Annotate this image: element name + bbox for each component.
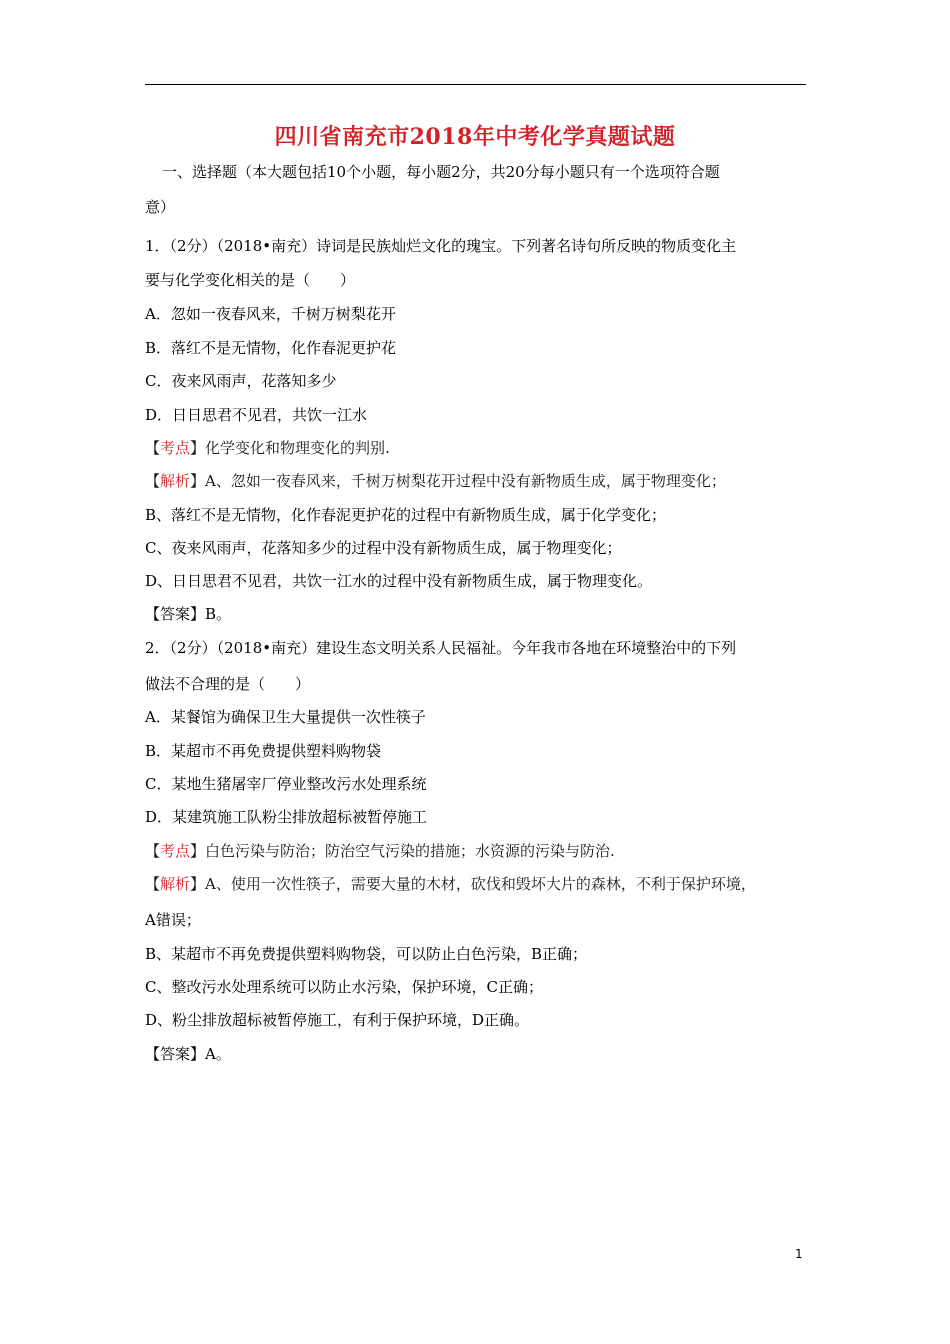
question-2-jiexi-c: C、整改污水处理系统可以防止水污染，保护环境，C正确； (145, 978, 543, 996)
question-1-kaodian: 【考点】化学变化和物理变化的判别. (145, 439, 390, 457)
question-2-answer: 【答案】A。 (145, 1045, 231, 1063)
question-1-option-a: A．忽如一夜春风来，千树万树梨花开 (145, 305, 396, 323)
question-1-option-d: D．日日思君不见君，共饮一江水 (145, 406, 368, 424)
question-1-option-b: B．落红不是无情物，化作春泥更护花 (145, 339, 397, 357)
question-1-jiexi-d: D、日日思君不见君，共饮一江水的过程中没有新物质生成，属于物理变化。 (145, 572, 653, 590)
kaodian-label: 考点 (160, 842, 191, 860)
question-1-jiexi-b: B、落红不是无情物，化作春泥更护花的过程中有新物质生成，属于化学变化； (145, 506, 667, 524)
question-2-option-c: C．某地生猪屠宰厂停业整改污水处理系统 (145, 775, 427, 793)
question-2-kaodian: 【考点】白色污染与防治；防治空气污染的措施；水资源的污染与防治. (145, 842, 615, 860)
section-header: 一、选择题（本大题包括10个小题，每小题2分，共20分每小题只有一个选项符合题 (162, 163, 720, 181)
question-2-jiexi-a-cont: A错误； (145, 911, 201, 929)
question-2-jiexi: 【解析】A、使用一次性筷子，需要大量的木材，砍伐和毁坏大片的森林，不利于保护环境， (145, 875, 756, 893)
question-2-option-d: D．某建筑施工队粉尘排放超标被暂停施工 (145, 808, 428, 826)
document-title: 四川省南充市2018年中考化学真题试题 (274, 124, 676, 150)
page-number: 1 (795, 1247, 803, 1261)
question-2-stem: 2．（2分）（2018•南充）建设生态文明关系人民福祉。今年我市各地在环境整治中的下列 (145, 639, 737, 657)
kaodian-label: 考点 (160, 439, 191, 457)
question-2-option-b: B．某超市不再免费提供塑料购物袋 (145, 742, 382, 760)
question-1-jiexi-c: C、夜来风雨声，花落知多少的过程中没有新物质生成，属于物理变化； (145, 539, 622, 557)
question-1-jiexi: 【解析】A、忽如一夜春风来，千树万树梨花开过程中没有新物质生成，属于物理变化； (145, 472, 726, 490)
jiexi-label: 解析 (160, 875, 191, 893)
question-2-option-a: A．某餐馆为确保卫生大量提供一次性筷子 (145, 708, 426, 726)
kaodian-text: 化学变化和物理变化的判别. (205, 439, 390, 457)
header-rule (145, 84, 806, 85)
question-2-jiexi-b: B、某超市不再免费提供塑料购物袋，可以防止白色污染，B正确； (145, 945, 588, 963)
question-1-stem-cont: 要与化学变化相关的是（ ） (145, 271, 356, 289)
question-2-stem-cont: 做法不合理的是（ ） (145, 675, 311, 693)
kaodian-text: 白色污染与防治；防治空气污染的措施；水资源的污染与防治. (205, 842, 615, 860)
jiexi-text: A、忽如一夜春风来，千树万树梨花开过程中没有新物质生成，属于物理变化； (205, 472, 726, 490)
section-header-cont: 意） (145, 198, 176, 216)
question-1-option-c: C．夜来风雨声，花落知多少 (145, 372, 337, 390)
jiexi-text: A、使用一次性筷子，需要大量的木材，砍伐和毁坏大片的森林，不利于保护环境， (205, 875, 756, 893)
jiexi-label: 解析 (160, 472, 191, 490)
question-2-jiexi-d: D、粉尘排放超标被暂停施工，有利于保护环境，D正确。 (145, 1011, 530, 1029)
question-1-answer: 【答案】B。 (145, 605, 232, 623)
question-1-stem: 1．（2分）（2018•南充）诗词是民族灿烂文化的瑰宝。下列著名诗句所反映的物质变化主 (145, 237, 737, 255)
